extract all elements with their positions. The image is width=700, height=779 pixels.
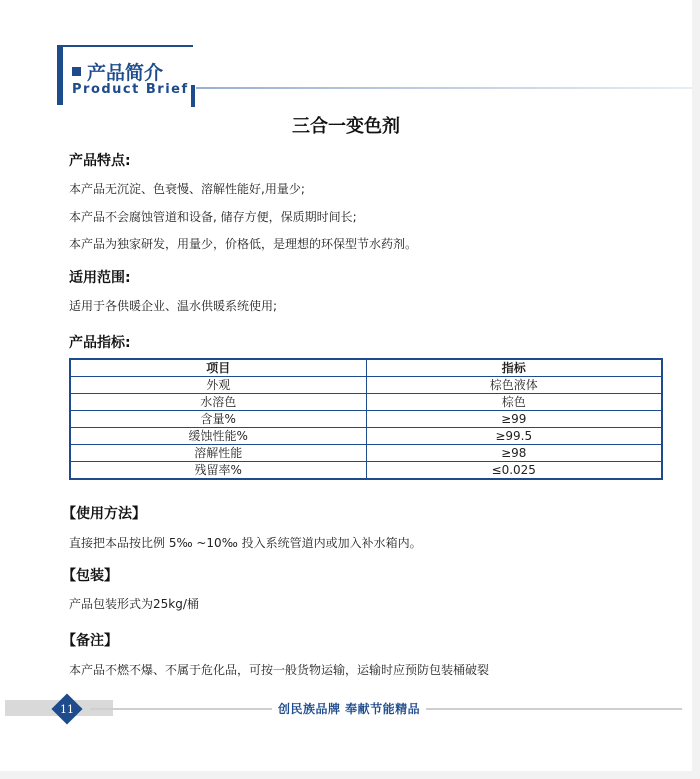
- page-number-badge: [52, 694, 82, 724]
- table-cell: 残留率%: [70, 462, 366, 480]
- scope-text: 适用于各供暖企业、温水供暖系统使用;: [69, 299, 278, 313]
- usage-heading: 【使用方法】: [62, 506, 146, 522]
- table-cell: 含量%: [70, 411, 366, 428]
- usage-text: 直接把本品按比例 5‰ ~10‰ 投入系统管道内或加入补水箱内。: [69, 536, 422, 550]
- table-cell: 棕色液体: [366, 377, 662, 394]
- square-bullet-icon: [72, 67, 81, 76]
- column-header-item: 项目: [70, 359, 366, 377]
- product-title: 三合一变色剂: [292, 116, 400, 137]
- section-title-en: Product Brief: [72, 82, 189, 97]
- table-cell: 棕色: [366, 394, 662, 411]
- column-header-value: 指标: [366, 359, 662, 377]
- table-cell: 水溶色: [70, 394, 366, 411]
- packaging-heading: 【包装】: [62, 568, 118, 584]
- table-row: [70, 428, 662, 445]
- table-cell: ≤0.025: [366, 462, 662, 480]
- section-title-cn: [72, 58, 163, 85]
- feature-line: 本产品不会腐蚀管道和设备, 储存方便，保质期时间长;: [69, 210, 357, 224]
- table-cell: ≥98: [366, 445, 662, 462]
- table-row: [70, 411, 662, 428]
- notes-heading: 【备注】: [62, 633, 118, 649]
- notes-text: 本产品不燃不爆、不属于危化品，可按一般货物运输，运输时应预防包装桶破裂: [69, 663, 490, 677]
- footer-slogan: 创民族品牌 奉献节能精品: [272, 700, 426, 717]
- specs-heading: 产品指标:: [69, 335, 131, 351]
- table-row: [70, 394, 662, 411]
- page-number: 11: [60, 702, 74, 716]
- table-row: [70, 377, 662, 394]
- table-cell: 外观: [70, 377, 366, 394]
- specs-table: [69, 358, 663, 480]
- section-title-cn-text: 产品简介: [87, 62, 164, 84]
- table-cell: 溶解性能: [70, 445, 366, 462]
- table-header-row: [70, 359, 662, 377]
- table-row: [70, 462, 662, 480]
- scope-heading: 适用范围:: [69, 270, 131, 286]
- feature-line: 本产品无沉淀、色衰慢、溶解性能好,用量少;: [69, 182, 305, 196]
- table-cell: ≥99.5: [366, 428, 662, 445]
- features-heading: 产品特点:: [69, 153, 131, 169]
- packaging-text: 产品包装形式为25kg/桶: [69, 597, 199, 611]
- table-row: [70, 445, 662, 462]
- header-divider: [196, 87, 692, 89]
- feature-line: 本产品为独家研发，用量少，价格低，是理想的环保型节水药剂。: [69, 237, 418, 251]
- table-cell: ≥99: [366, 411, 662, 428]
- table-cell: 缓蚀性能%: [70, 428, 366, 445]
